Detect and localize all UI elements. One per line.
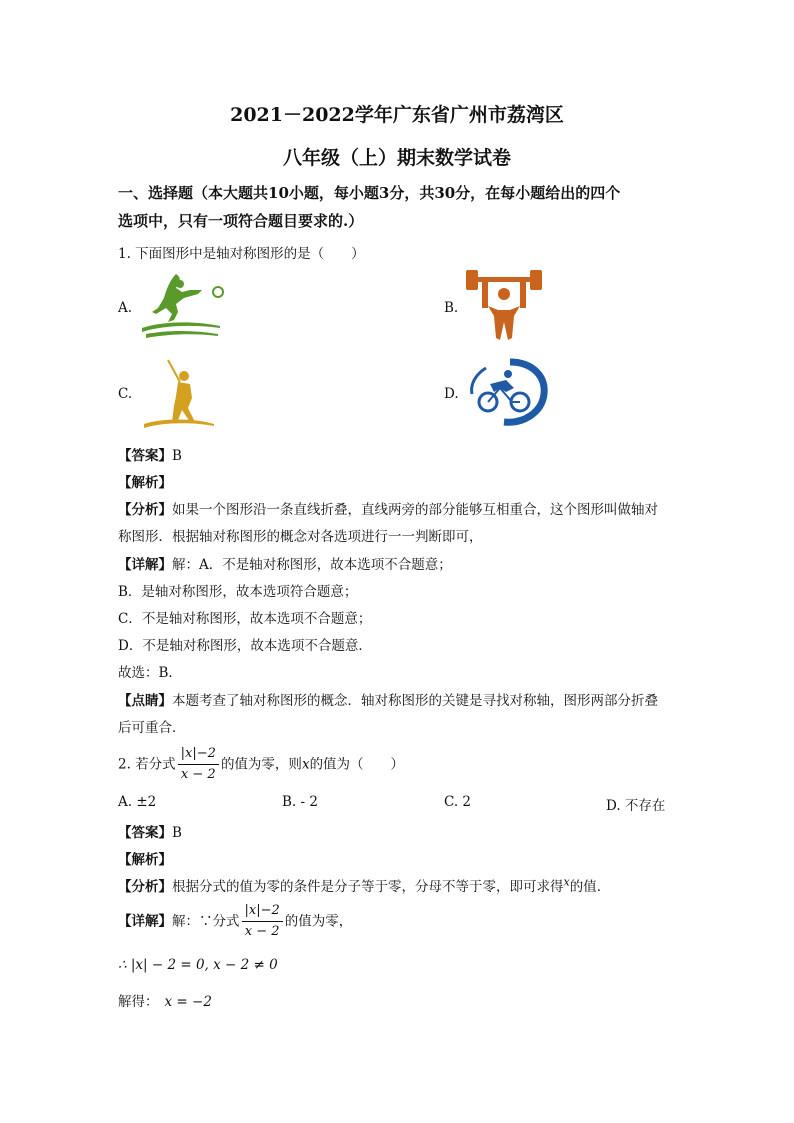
q1-detail-line-2: B．是轴对称图形，故本选项符合题意； (118, 584, 358, 600)
q1-fenxi-tag: 【分析】 (118, 502, 172, 518)
q2-solve-line (118, 990, 212, 1010)
golfer-icon (138, 356, 218, 432)
q2-fenxi-end: 的值． (569, 879, 611, 895)
q2-detail-tag: 【详解】 (118, 913, 172, 930)
q1-answer-tag: 【答案】 (118, 448, 172, 464)
q2-option-b: B. - 2 (282, 794, 318, 810)
q2-solve-value: x = −2 (164, 994, 212, 1010)
q2-answer-tag: 【答案】 (118, 825, 172, 841)
q2-therefore-line: ∴ |x| − 2 = 0, x − 2 ≠ 0 (118, 957, 278, 973)
q1-option-c-label: C. (118, 386, 133, 402)
q1-answer-line (118, 444, 182, 464)
q2-answer-line (118, 821, 182, 841)
q2-fraction-denominator: x − 2 (180, 767, 216, 782)
q2-fenxi-var: x (563, 875, 570, 889)
q2-stem-post: 的值为零，则 (220, 756, 302, 773)
q2-fraction (178, 745, 219, 784)
q1-comment-text-1: 本题考查了轴对称图形的概念．轴对称图形的关键是寻找对称轴，图形两部分折叠 (172, 693, 658, 709)
q1-detail-tag: 【详解】 (118, 557, 172, 573)
q1-comment-tag: 【点睛】 (118, 693, 172, 709)
q1-fenxi-line-2: 称图形．根据轴对称图形的概念对各选项进行一一判断即可， (118, 529, 483, 545)
q2-stem-var: x (301, 756, 310, 773)
q2-option-c: C. 2 (444, 794, 472, 810)
q1-detail-line-3: C．不是轴对称图形，故本选项不合题意； (118, 611, 372, 627)
q1-option-a-label: A. (118, 300, 133, 316)
q1-detail-line-4: D．不是轴对称图形，故本选项不合题意． (118, 638, 372, 654)
q1-comment-line-1 (118, 689, 658, 709)
q2-detail-line (118, 902, 352, 941)
q1-option-d-label: D. (444, 386, 459, 402)
q1-answer-value: B (172, 448, 182, 464)
section-heading-line-1: 一、选择题（本大题共10小题，每小题3分，共30分，在每小题给出的四个 (118, 184, 621, 202)
section-heading-line-2: 选项中，只有一项符合题目要求的.） (118, 212, 364, 230)
q1-fenxi-line-1 (118, 498, 658, 518)
q2-option-d: D. 不存在 (606, 798, 666, 814)
q1-analysis-tag: 【解析】 (118, 475, 172, 491)
volleyball-player-icon (140, 268, 225, 340)
q1-fenxi-text-1: 如果一个图形沿一条直线折叠，直线两旁的部分能够互相重合，这个图形叫做轴对 (172, 502, 658, 518)
q2-option-a: A. ±2 (118, 794, 157, 810)
q2-detail-fraction (242, 902, 283, 941)
q2-detail-fraction-numerator: |x|−2 (242, 902, 283, 922)
q2-fraction-numerator: |x|−2 (178, 745, 219, 765)
weightlifter-icon (464, 268, 544, 342)
q2-detail-pre: 解：∵分式 (172, 913, 240, 930)
q2-stem-end: 的值为（ ） (309, 756, 405, 773)
q2-solve-label: 解得： (118, 994, 159, 1010)
q1-comment-line-2: 后可重合． (118, 720, 186, 736)
cyclist-icon (466, 358, 550, 428)
q2-stem-pre: 2. 若分式 (118, 756, 176, 773)
title-line-1: 2021－2022学年广东省广州市荔湾区 (230, 104, 564, 126)
q2-fenxi-line (118, 875, 610, 895)
q1-option-b-label: B. (444, 300, 459, 316)
q2-analysis-tag: 【解析】 (118, 852, 172, 868)
q2-fenxi-tag: 【分析】 (118, 879, 172, 895)
title-line-2: 八年级（上）期末数学试卷 (282, 147, 511, 169)
q2-detail-post: 的值为零， (284, 913, 353, 930)
q1-stem: 1. 下面图形中是轴对称图形的是（ ） (118, 246, 365, 262)
q1-detail-line-1 (118, 553, 452, 573)
q1-detail-text-1: 解：A．不是轴对称图形，故本选项不合题意； (172, 557, 452, 573)
q2-detail-fraction-denominator: x − 2 (244, 924, 280, 939)
q2-answer-value: B (172, 825, 182, 841)
q1-choose-line: 故选：B． (118, 665, 182, 681)
q2-fenxi-text: 根据分式的值为零的条件是分子等于零，分母不等于零，即可求得 (172, 879, 564, 895)
q2-stem (118, 745, 404, 784)
